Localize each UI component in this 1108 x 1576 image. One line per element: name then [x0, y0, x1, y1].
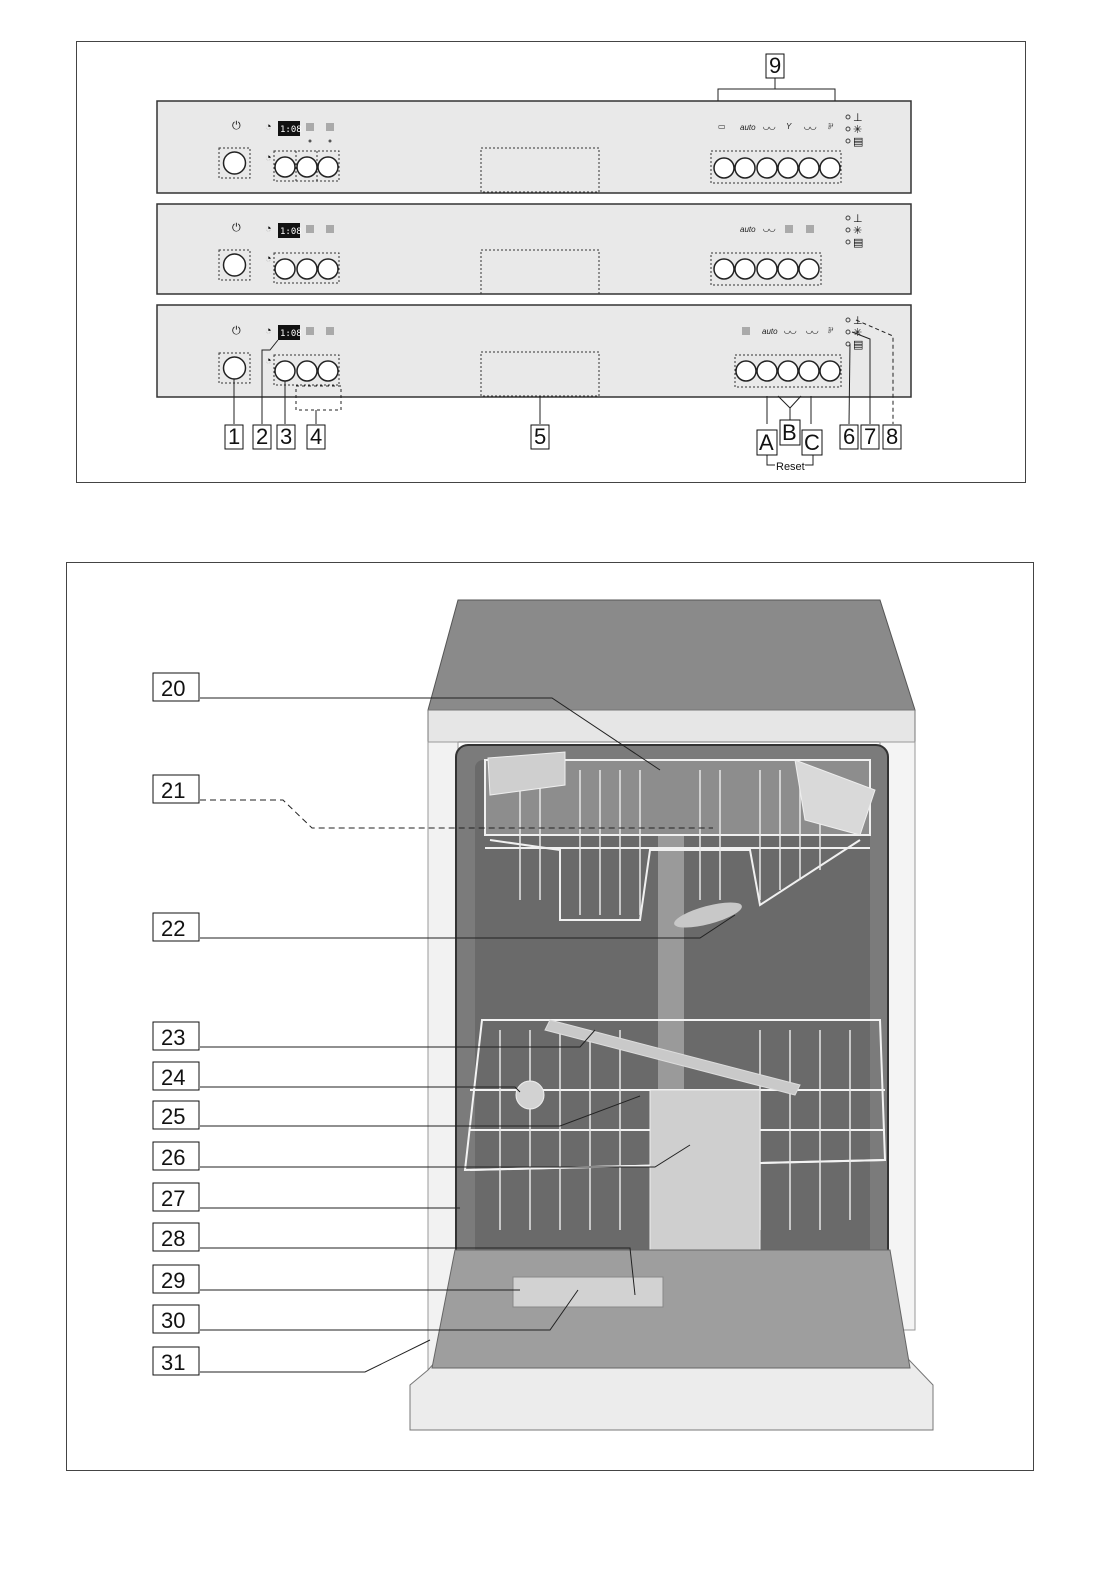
- callout-24: 24: [161, 1065, 186, 1090]
- dishwasher-illustration: [410, 600, 933, 1430]
- control-panel-variant-2: [157, 204, 911, 294]
- program-button[interactable]: [735, 158, 755, 178]
- callout-22: 22: [161, 916, 186, 941]
- salt-refill-icon: ✳: [853, 225, 863, 237]
- check-water-supply-icon: ⊥: [853, 213, 863, 225]
- rinse-aid-refill-icon: ▤: [853, 339, 864, 351]
- clock-icon: ◔: [265, 152, 272, 164]
- program-button[interactable]: [714, 158, 734, 178]
- reset-label: Reset: [776, 461, 805, 473]
- callout-21: 21: [161, 778, 186, 803]
- timer-icon: ◔: [265, 325, 272, 337]
- callout-A: A: [759, 430, 774, 455]
- program-button[interactable]: [778, 361, 798, 381]
- program-button[interactable]: [778, 158, 798, 178]
- program-button[interactable]: [799, 158, 819, 178]
- check-water-supply-icon: ⊥: [853, 112, 863, 124]
- clock-icon: ◔: [265, 355, 272, 367]
- svg-text:1:08: 1:08: [280, 227, 302, 237]
- timer-icon: ◔: [265, 223, 272, 235]
- callout-28: 28: [161, 1226, 186, 1251]
- callout-6: 6: [843, 424, 856, 449]
- cutlery-basket: [650, 1090, 760, 1260]
- timer-icon: ◔: [265, 121, 272, 133]
- callout-23: 23: [161, 1025, 186, 1050]
- power-icon: ⏻: [232, 325, 241, 337]
- callout-5: 5: [534, 424, 547, 449]
- power-button[interactable]: [224, 152, 246, 174]
- timer-button[interactable]: [275, 259, 295, 279]
- svg-text:auto: auto: [762, 327, 778, 336]
- power-button[interactable]: [224, 254, 246, 276]
- program-button[interactable]: [757, 361, 777, 381]
- program-button[interactable]: [735, 259, 755, 279]
- callout-8: 8: [886, 424, 899, 449]
- callout-B: B: [782, 420, 797, 445]
- callout-31: 31: [161, 1350, 186, 1375]
- svg-text:1:08: 1:08: [280, 125, 302, 135]
- program-icon: ⅌: [827, 122, 833, 131]
- power-icon: ⏻: [232, 222, 241, 234]
- rinse-aid-refill-icon: ▤: [853, 237, 864, 249]
- program-icon: ◡◡: [804, 122, 817, 131]
- callout-2: 2: [256, 424, 269, 449]
- clock-icon: ◔: [265, 253, 272, 265]
- timer-minus-button[interactable]: [297, 361, 317, 381]
- callout-4: 4: [310, 424, 323, 449]
- program-button[interactable]: [799, 259, 819, 279]
- program-button[interactable]: [799, 361, 819, 381]
- program-button[interactable]: [820, 361, 840, 381]
- program-button[interactable]: [778, 259, 798, 279]
- callout-1: 1: [228, 424, 241, 449]
- power-icon: ⏻: [232, 120, 241, 132]
- check-water-supply-icon: ⊥: [853, 315, 863, 327]
- timer-plus-button[interactable]: [318, 259, 338, 279]
- timer-button[interactable]: [275, 361, 295, 381]
- timer-plus-button[interactable]: [318, 361, 338, 381]
- callout-29: 29: [161, 1268, 186, 1293]
- program-button[interactable]: [736, 361, 756, 381]
- timer-minus-button[interactable]: [297, 259, 317, 279]
- svg-text:1:08: 1:08: [280, 329, 302, 339]
- control-panel-variant-1: [157, 101, 911, 193]
- timer-button[interactable]: [275, 157, 295, 177]
- program-button[interactable]: [820, 158, 840, 178]
- dishwasher-callouts: [153, 673, 199, 1375]
- program-icon: ◡◡: [763, 224, 776, 233]
- timer-plus-button[interactable]: [318, 157, 338, 177]
- callout-25: 25: [161, 1104, 186, 1129]
- program-button[interactable]: [714, 259, 734, 279]
- svg-text:auto: auto: [740, 123, 756, 132]
- salt-refill-icon: ✳: [853, 124, 863, 136]
- program-icon: ◡◡: [763, 122, 776, 131]
- callout-C: C: [804, 430, 820, 455]
- program-button[interactable]: [757, 158, 777, 178]
- callout-9: 9: [769, 53, 782, 78]
- program-icon: ⅌: [827, 326, 833, 335]
- callout-30: 30: [161, 1308, 186, 1333]
- program-icon: ◡◡: [806, 326, 819, 335]
- power-button[interactable]: [224, 357, 246, 379]
- program-icon: ◡◡: [784, 326, 797, 335]
- callout-26: 26: [161, 1145, 186, 1170]
- callout-27: 27: [161, 1186, 186, 1211]
- rinse-aid-refill-icon: ▤: [853, 136, 864, 148]
- control-panel-variant-3: [157, 305, 911, 397]
- program-icon: Y: [786, 122, 792, 131]
- callout-20: 20: [161, 676, 186, 701]
- svg-text:auto: auto: [740, 225, 756, 234]
- program-button[interactable]: [757, 259, 777, 279]
- timer-minus-button[interactable]: [297, 157, 317, 177]
- callout-7: 7: [864, 424, 877, 449]
- callout-3: 3: [280, 424, 293, 449]
- salt-refill-icon: ✳: [853, 327, 863, 339]
- program-icon: ▭: [718, 122, 726, 131]
